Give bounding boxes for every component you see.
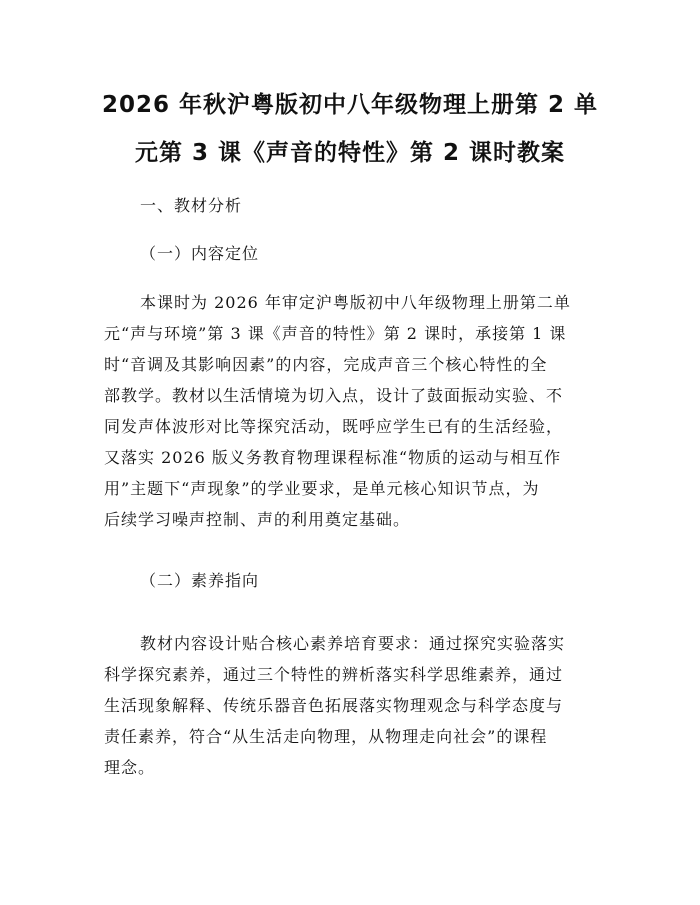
paragraph-line: 时“音调及其影响因素”的内容，完成声音三个核心特性的全 [104, 355, 548, 374]
subsection-heading-positioning: （一）内容定位 [140, 244, 260, 263]
doc-title-line-1: 2026 年秋沪粤版初中八年级物理上册第 2 单 [101, 92, 599, 118]
paragraph-line: 理念。 [104, 758, 156, 777]
paragraph-line: 元“声与环境”第 3 课《声音的特性》第 2 课时，承接第 1 课 [104, 324, 567, 343]
paragraph-line: 用”主题下“声现象”的学业要求，是单元核心知识节点，为 [104, 479, 540, 498]
paragraph-line: 后续学习噪声控制、声的利用奠定基础。 [104, 510, 411, 529]
paragraph-line: 本课时为 2026 年审定沪粤版初中八年级物理上册第二单 [140, 293, 571, 312]
paragraph-line: 又落实 2026 版义务教育物理课程标准“物质的运动与相互作 [104, 448, 562, 467]
subsection-heading-literacy: （二）素养指向 [140, 571, 260, 590]
section-heading-analysis: 一、教材分析 [140, 196, 243, 215]
paragraph-line: 生活现象解释、传统乐器音色拓展落实物理观念与科学态度与 [104, 696, 564, 715]
doc-title-line-2: 元第 3 课《声音的特性》第 2 课时教案 [134, 140, 566, 166]
paragraph-line: 教材内容设计贴合核心素养培育要求：通过探究实验落实 [140, 634, 566, 653]
paragraph-line: 科学探究素养，通过三个特性的辨析落实科学思维素养，通过 [104, 665, 564, 684]
paragraph-line: 部教学。教材以生活情境为切入点，设计了鼓面振动实验、不 [104, 386, 564, 405]
paragraph-line: 同发声体波形对比等探究活动，既呼应学生已有的生活经验， [104, 417, 564, 436]
paragraph-line: 责任素养，符合“从生活走向物理，从物理走向社会”的课程 [104, 727, 548, 746]
